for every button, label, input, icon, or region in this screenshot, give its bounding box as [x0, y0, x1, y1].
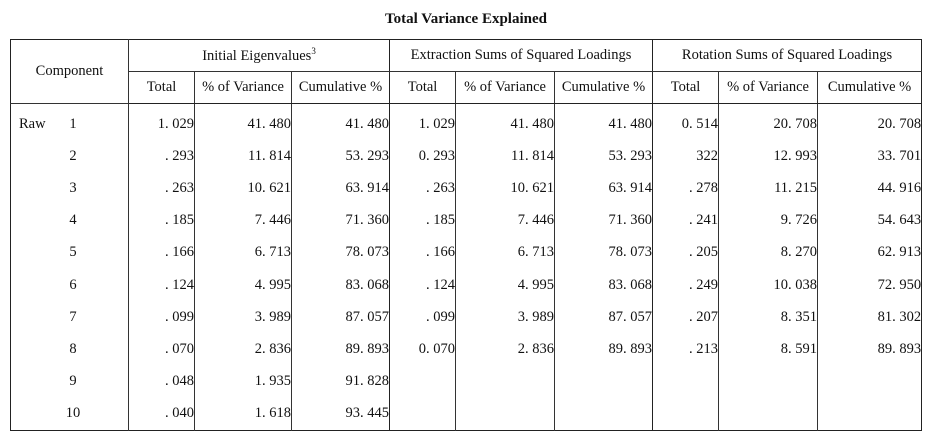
component-number: 5	[69, 244, 77, 261]
value-cell	[818, 366, 922, 398]
value-cell: 3. 989	[456, 301, 555, 333]
component-number: 2	[69, 147, 77, 164]
table-row	[11, 366, 922, 398]
value-cell: . 099	[390, 301, 456, 333]
value-cell: 0. 293	[390, 140, 456, 172]
component-number: 9	[69, 373, 77, 390]
value-cell: 91. 828	[292, 366, 390, 398]
component-cell	[11, 333, 129, 365]
value-cell: . 166	[390, 237, 456, 269]
value-cell: 62. 913	[818, 237, 922, 269]
initial-eigenvalues-header	[129, 40, 390, 72]
value-cell: 33. 701	[818, 140, 922, 172]
value-cell: . 124	[165, 276, 194, 293]
value-cell: 53. 293	[292, 140, 390, 172]
value-cell: 10. 038	[719, 269, 818, 301]
group-label: Raw	[19, 115, 46, 132]
value-cell: 10. 621	[456, 172, 555, 204]
value-cell: 9. 726	[719, 205, 818, 237]
footnote-marker: 3	[311, 46, 316, 57]
value-cell: . 263	[390, 172, 456, 204]
component-cell	[11, 269, 129, 301]
value-cell: 89. 893	[555, 333, 653, 365]
component-cell	[11, 104, 129, 141]
value-cell: 89. 893	[818, 333, 922, 365]
value-cell: . 293	[165, 147, 194, 164]
value-cell: 63. 914	[555, 172, 653, 204]
value-cell: 6. 713	[456, 237, 555, 269]
value-cell: 41. 480	[195, 104, 292, 141]
component-cell	[11, 205, 129, 237]
table-row	[11, 140, 922, 172]
value-cell: 8. 270	[719, 237, 818, 269]
initial-eigenvalues-label: Initial Eigenvalues	[202, 47, 312, 64]
value-cell: . 263	[165, 179, 194, 196]
component-cell	[11, 172, 129, 204]
subheader-cell: Total	[129, 72, 195, 104]
component-cell	[11, 301, 129, 333]
value-cell: 41. 480	[456, 104, 555, 141]
value-cell: . 040	[165, 405, 194, 422]
value-cell: 72. 950	[818, 269, 922, 301]
value-cell: 20. 708	[719, 104, 818, 141]
value-cell: 71. 360	[292, 205, 390, 237]
variance-table	[10, 39, 922, 431]
value-cell: 2. 836	[456, 333, 555, 365]
value-cell: 11. 814	[456, 140, 555, 172]
value-cell: 1. 029	[390, 104, 456, 141]
value-cell: 41. 480	[555, 104, 653, 141]
value-cell: 87. 057	[292, 301, 390, 333]
value-cell: 71. 360	[555, 205, 653, 237]
value-cell: 83. 068	[555, 269, 653, 301]
value-cell: 89. 893	[292, 333, 390, 365]
value-cell: . 185	[165, 212, 194, 229]
value-cell: . 166	[165, 244, 194, 261]
component-number: 10	[65, 405, 81, 422]
value-cell: 44. 916	[818, 172, 922, 204]
value-cell: . 099	[165, 308, 194, 325]
rotation-header: Rotation Sums of Squared Loadings	[653, 40, 922, 72]
value-cell: 7. 446	[195, 205, 292, 237]
value-cell: 11. 814	[195, 140, 292, 172]
table-row	[11, 398, 922, 431]
component-cell	[11, 398, 129, 431]
value-cell	[719, 366, 818, 398]
component-number: 8	[69, 340, 77, 357]
table-title: Total Variance Explained	[385, 11, 547, 27]
component-number: 6	[69, 276, 77, 293]
value-cell: . 070	[165, 340, 194, 357]
value-cell	[390, 398, 456, 431]
value-cell	[456, 366, 555, 398]
component-cell	[11, 366, 129, 398]
value-cell: 7. 446	[456, 205, 555, 237]
value-cell: 1. 935	[195, 366, 292, 398]
value-cell: . 185	[390, 205, 456, 237]
value-cell	[456, 398, 555, 431]
subheader-cell: Cumulative %	[292, 72, 390, 104]
component-number: 1	[69, 115, 77, 132]
value-cell: 81. 302	[818, 301, 922, 333]
value-cell: 10. 621	[195, 172, 292, 204]
value-cell: 11. 215	[719, 172, 818, 204]
value-cell: 8. 591	[719, 333, 818, 365]
table-row	[11, 333, 922, 365]
value-cell: 12. 993	[719, 140, 818, 172]
value-cell: . 213	[653, 333, 719, 365]
value-cell: 0. 514	[653, 104, 719, 141]
component-number: 3	[69, 179, 77, 196]
value-cell: 78. 073	[292, 237, 390, 269]
value-cell: 87. 057	[555, 301, 653, 333]
table-row	[11, 205, 922, 237]
table-row	[11, 301, 922, 333]
value-cell: . 124	[390, 269, 456, 301]
value-cell: 1. 029	[157, 115, 194, 132]
value-cell: . 207	[653, 301, 719, 333]
value-cell: 322	[653, 140, 719, 172]
value-cell: 20. 708	[818, 104, 922, 141]
value-cell: 4. 995	[456, 269, 555, 301]
extraction-header: Extraction Sums of Squared Loadings	[390, 40, 653, 72]
value-cell: 0. 070	[390, 333, 456, 365]
value-cell	[653, 366, 719, 398]
subheader-cell: Total	[390, 72, 456, 104]
value-cell	[653, 398, 719, 431]
component-number: 7	[69, 308, 77, 325]
value-cell: 63. 914	[292, 172, 390, 204]
table-row	[11, 237, 922, 269]
value-cell: . 241	[653, 205, 719, 237]
table-row	[11, 104, 922, 141]
value-cell: . 249	[653, 269, 719, 301]
subheader-cell: % of Variance	[195, 72, 292, 104]
value-cell	[818, 398, 922, 431]
value-cell	[555, 398, 653, 431]
value-cell: . 278	[653, 172, 719, 204]
component-cell	[11, 140, 129, 172]
value-cell: 41. 480	[292, 104, 390, 141]
table-body	[11, 104, 922, 431]
value-cell: 1. 618	[195, 398, 292, 431]
table-row	[11, 269, 922, 301]
subheader-cell: Cumulative %	[818, 72, 922, 104]
value-cell: 78. 073	[555, 237, 653, 269]
value-cell: 83. 068	[292, 269, 390, 301]
value-cell: 2. 836	[195, 333, 292, 365]
value-cell: 6. 713	[195, 237, 292, 269]
value-cell: . 205	[653, 237, 719, 269]
value-cell: 54. 643	[818, 205, 922, 237]
subheader-cell: Cumulative %	[555, 72, 653, 104]
value-cell: . 048	[165, 373, 194, 390]
value-cell	[719, 398, 818, 431]
subheader-cell: Total	[653, 72, 719, 104]
value-cell	[390, 366, 456, 398]
subheader-cell: % of Variance	[456, 72, 555, 104]
value-cell: 4. 995	[195, 269, 292, 301]
component-cell	[11, 237, 129, 269]
value-cell: 3. 989	[195, 301, 292, 333]
value-cell: 53. 293	[555, 140, 653, 172]
subheader-cell: % of Variance	[719, 72, 818, 104]
table-row	[11, 172, 922, 204]
value-cell: 8. 351	[719, 301, 818, 333]
component-header: Component	[11, 40, 129, 104]
value-cell: 93. 445	[292, 398, 390, 431]
value-cell	[555, 366, 653, 398]
component-number: 4	[69, 212, 77, 229]
